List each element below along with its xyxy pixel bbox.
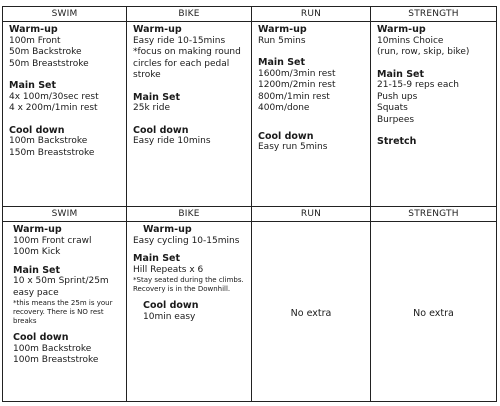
warmup-item: 50m Breaststroke bbox=[9, 58, 89, 69]
warmup-item: Easy cycling 10-15mins bbox=[133, 235, 240, 246]
warmup-note: *focus on making round circles for each pedal stroke bbox=[133, 47, 241, 80]
cool-down-item: Easy ride 10mins bbox=[133, 136, 211, 146]
header-bike: BIKE bbox=[178, 9, 200, 19]
main-set-title: Main Set bbox=[377, 68, 425, 80]
main-set-item: 25k ride bbox=[133, 103, 170, 113]
bike-cell bbox=[127, 22, 251, 206]
main-set-title: Main Set bbox=[133, 91, 181, 103]
main-set-item: 800m/1min rest bbox=[258, 91, 330, 102]
main-set-item: 4 x 200m/1min rest bbox=[9, 103, 98, 113]
warmup-item: 10mins Choice bbox=[377, 35, 444, 46]
cool-down-title: Cool down bbox=[258, 130, 314, 142]
warmup-item: 100m Front bbox=[9, 35, 61, 46]
cool-down-title: Cool down bbox=[133, 124, 189, 136]
main-set-item: Squats bbox=[377, 103, 408, 113]
header-strength: STRENGTH bbox=[408, 209, 459, 219]
header-run: RUN bbox=[300, 209, 322, 219]
strength-cell bbox=[371, 22, 496, 206]
main-set-item: 1600m/3min rest bbox=[258, 68, 336, 79]
cool-down-title: Cool down bbox=[9, 124, 65, 136]
warmup-item: 100m Kick bbox=[13, 247, 61, 257]
run-cell bbox=[252, 22, 370, 206]
cool-down-title: Cool down bbox=[13, 332, 69, 343]
main-set-title: Main Set bbox=[133, 253, 181, 264]
strength-cell bbox=[371, 222, 496, 402]
main-set-title: Main Set bbox=[9, 80, 57, 91]
cool-down-title: Cool down bbox=[143, 300, 199, 311]
header-swim: SWIM bbox=[51, 209, 78, 219]
header-row bbox=[3, 207, 496, 222]
header-swim: SWIM bbox=[51, 9, 78, 19]
warmup-item: 50m Backstroke bbox=[9, 47, 82, 57]
week-2-block bbox=[3, 206, 496, 402]
cool-down-item: 100m Breaststroke bbox=[13, 355, 99, 365]
warmup-item: (run, row, skip, bike) bbox=[377, 47, 470, 57]
warmup-title: Warm-up bbox=[143, 224, 192, 235]
swim-cell bbox=[3, 22, 126, 206]
swim-note: *this means the 25m is your recovery. There is NO rest breaks bbox=[13, 299, 113, 325]
warmup-title: Warm-up bbox=[377, 24, 426, 35]
main-set-item: 10 x 50m Sprint/25m easy pace bbox=[13, 276, 109, 298]
strength-no-extra: No extra bbox=[413, 308, 454, 319]
main-set-item: Burpees bbox=[377, 114, 415, 125]
swim-cell bbox=[3, 222, 126, 402]
main-set-item: 400m/done bbox=[258, 103, 310, 113]
main-set-title: Main Set bbox=[258, 57, 306, 68]
main-set-title: Main Set bbox=[13, 264, 61, 276]
cool-down-item: 100m Backstroke bbox=[9, 136, 88, 146]
main-set-item: 4x 100m/30sec rest bbox=[9, 91, 99, 102]
bike-note: *Stay seated during the climbs. Recovery is in the Downhill. bbox=[133, 276, 244, 293]
stretch-title: Stretch bbox=[377, 136, 417, 147]
main-set-item: 1200m/2min rest bbox=[258, 80, 336, 90]
header-strength: STRENGTH bbox=[408, 9, 459, 19]
warmup-title: Warm-up bbox=[258, 24, 307, 35]
bike-cell bbox=[127, 222, 251, 402]
run-no-extra: No extra bbox=[290, 308, 332, 319]
main-set-item: 21-15-9 reps each bbox=[377, 80, 459, 90]
header-run: RUN bbox=[300, 9, 322, 19]
cool-down-item: 150m Breaststroke bbox=[9, 147, 95, 158]
cool-down-item: 10min easy bbox=[143, 311, 196, 322]
warmup-title: Warm-up bbox=[13, 224, 62, 235]
warmup-item: 100m Front crawl bbox=[13, 235, 92, 246]
workout-table bbox=[2, 6, 497, 402]
week-1-block bbox=[3, 7, 496, 206]
warmup-title: Warm-up bbox=[9, 24, 58, 35]
header-row bbox=[3, 7, 496, 22]
main-set-item: Hill Repeats x 6 bbox=[133, 264, 204, 275]
warmup-title: Warm-up bbox=[133, 24, 182, 35]
run-cell bbox=[252, 222, 370, 402]
warmup-item: Easy ride 10-15mins bbox=[133, 35, 226, 46]
header-bike: BIKE bbox=[178, 209, 200, 219]
cool-down-item: 100m Backstroke bbox=[13, 343, 92, 354]
cool-down-item: Easy run 5mins bbox=[258, 142, 328, 152]
warmup-item: Run 5mins bbox=[258, 35, 306, 46]
main-set-item: Push ups bbox=[377, 91, 418, 102]
